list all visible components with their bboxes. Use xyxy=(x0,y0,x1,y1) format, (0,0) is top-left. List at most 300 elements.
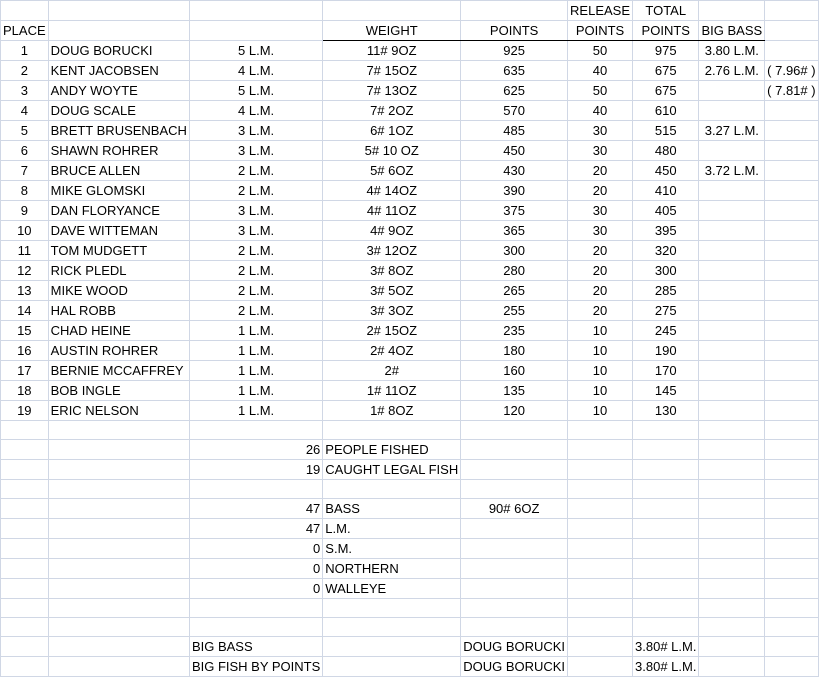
extra-weight-cell[interactable] xyxy=(765,341,818,361)
cell[interactable] xyxy=(1,460,49,480)
cell[interactable] xyxy=(48,480,189,499)
cell[interactable] xyxy=(568,618,633,637)
release-points-cell[interactable]: 20 xyxy=(568,301,633,321)
cell[interactable] xyxy=(461,440,568,460)
extra-weight-cell[interactable] xyxy=(765,241,818,261)
angler-name-cell[interactable]: MIKE GLOMSKI xyxy=(48,181,189,201)
weight-cell[interactable]: 6# 1OZ xyxy=(323,121,461,141)
angler-name-cell[interactable]: CHAD HEINE xyxy=(48,321,189,341)
points-cell[interactable]: 485 xyxy=(461,121,568,141)
points-cell[interactable]: 365 xyxy=(461,221,568,241)
fish-count-cell[interactable]: 1 L.M. xyxy=(189,381,322,401)
cell[interactable] xyxy=(48,539,189,559)
weight-cell[interactable]: 7# 2OZ xyxy=(323,101,461,121)
cell[interactable] xyxy=(568,599,633,618)
summary-count-cell[interactable]: 26 xyxy=(189,440,322,460)
total-points-cell[interactable]: 130 xyxy=(633,401,699,421)
weight-cell[interactable]: 2# xyxy=(323,361,461,381)
extra-weight-cell[interactable]: ( 7.96# ) xyxy=(765,61,818,81)
cell[interactable] xyxy=(1,499,49,519)
fish-count-cell[interactable]: 2 L.M. xyxy=(189,301,322,321)
weight-cell[interactable]: 2# 15OZ xyxy=(323,321,461,341)
place-cell[interactable]: 1 xyxy=(1,41,49,61)
points-cell[interactable]: 430 xyxy=(461,161,568,181)
header-release-points[interactable]: POINTS xyxy=(568,21,633,41)
angler-name-cell[interactable]: RICK PLEDL xyxy=(48,261,189,281)
angler-name-cell[interactable]: BRETT BRUSENBACH xyxy=(48,121,189,141)
fish-count-cell[interactable]: 3 L.M. xyxy=(189,141,322,161)
weight-cell[interactable]: 4# 14OZ xyxy=(323,181,461,201)
fish-count-cell[interactable]: 5 L.M. xyxy=(189,81,322,101)
extra-weight-cell[interactable] xyxy=(765,301,818,321)
place-cell[interactable]: 15 xyxy=(1,321,49,341)
weight-cell[interactable]: 1# 8OZ xyxy=(323,401,461,421)
angler-name-cell[interactable]: ANDY WOYTE xyxy=(48,81,189,101)
extra-weight-cell[interactable] xyxy=(765,261,818,281)
angler-name-cell[interactable]: DOUG BORUCKI xyxy=(48,41,189,61)
total-points-cell[interactable]: 480 xyxy=(633,141,699,161)
big-bass-cell[interactable] xyxy=(699,301,765,321)
weight-cell[interactable]: 5# 6OZ xyxy=(323,161,461,181)
award-value-cell[interactable]: 3.80# L.M. xyxy=(633,637,699,657)
cell[interactable] xyxy=(189,1,322,21)
cell[interactable] xyxy=(568,480,633,499)
cell[interactable] xyxy=(1,539,49,559)
cell[interactable] xyxy=(699,539,765,559)
release-points-cell[interactable]: 20 xyxy=(568,241,633,261)
big-bass-cell[interactable]: 3.27 L.M. xyxy=(699,121,765,141)
cell[interactable] xyxy=(699,1,765,21)
big-bass-cell[interactable] xyxy=(699,401,765,421)
header-release[interactable]: RELEASE xyxy=(568,1,633,21)
cell[interactable] xyxy=(699,480,765,499)
angler-name-cell[interactable]: DAVE WITTEMAN xyxy=(48,221,189,241)
total-points-cell[interactable]: 675 xyxy=(633,81,699,101)
place-cell[interactable]: 10 xyxy=(1,221,49,241)
cell[interactable] xyxy=(461,460,568,480)
cell[interactable] xyxy=(1,440,49,460)
big-bass-cell[interactable] xyxy=(699,181,765,201)
cell[interactable] xyxy=(699,657,765,677)
fish-count-cell[interactable]: 3 L.M. xyxy=(189,121,322,141)
release-points-cell[interactable]: 10 xyxy=(568,321,633,341)
cell[interactable] xyxy=(323,637,461,657)
summary-label-cell[interactable]: WALLEYE xyxy=(323,579,461,599)
angler-name-cell[interactable]: MIKE WOOD xyxy=(48,281,189,301)
cell[interactable] xyxy=(48,1,189,21)
cell[interactable] xyxy=(461,618,568,637)
cell[interactable] xyxy=(1,1,49,21)
place-cell[interactable]: 11 xyxy=(1,241,49,261)
big-bass-cell[interactable] xyxy=(699,241,765,261)
cell[interactable] xyxy=(461,559,568,579)
big-bass-cell[interactable] xyxy=(699,81,765,101)
big-bass-cell[interactable]: 3.72 L.M. xyxy=(699,161,765,181)
cell[interactable] xyxy=(633,579,699,599)
cell[interactable] xyxy=(765,539,818,559)
angler-name-cell[interactable]: SHAWN ROHRER xyxy=(48,141,189,161)
total-points-cell[interactable]: 410 xyxy=(633,181,699,201)
cell[interactable] xyxy=(568,579,633,599)
cell[interactable] xyxy=(699,440,765,460)
cell[interactable] xyxy=(189,480,322,499)
cell[interactable] xyxy=(461,519,568,539)
cell[interactable] xyxy=(1,618,49,637)
fish-count-cell[interactable]: 1 L.M. xyxy=(189,321,322,341)
place-cell[interactable]: 6 xyxy=(1,141,49,161)
fish-count-cell[interactable]: 3 L.M. xyxy=(189,201,322,221)
cell[interactable] xyxy=(48,559,189,579)
fish-count-cell[interactable]: 4 L.M. xyxy=(189,101,322,121)
release-points-cell[interactable]: 20 xyxy=(568,181,633,201)
total-points-cell[interactable]: 285 xyxy=(633,281,699,301)
cell[interactable] xyxy=(1,519,49,539)
cell[interactable] xyxy=(48,519,189,539)
cell[interactable] xyxy=(461,480,568,499)
points-cell[interactable]: 300 xyxy=(461,241,568,261)
total-points-cell[interactable]: 450 xyxy=(633,161,699,181)
release-points-cell[interactable]: 30 xyxy=(568,141,633,161)
big-bass-cell[interactable] xyxy=(699,341,765,361)
summary-count-cell[interactable]: 0 xyxy=(189,579,322,599)
cell[interactable] xyxy=(765,579,818,599)
total-points-cell[interactable]: 515 xyxy=(633,121,699,141)
cell[interactable] xyxy=(189,599,322,618)
cell[interactable] xyxy=(765,657,818,677)
fish-count-cell[interactable]: 5 L.M. xyxy=(189,41,322,61)
cell[interactable] xyxy=(323,599,461,618)
points-cell[interactable]: 390 xyxy=(461,181,568,201)
cell[interactable] xyxy=(568,559,633,579)
place-cell[interactable]: 3 xyxy=(1,81,49,101)
total-points-cell[interactable]: 975 xyxy=(633,41,699,61)
cell[interactable] xyxy=(48,460,189,480)
release-points-cell[interactable]: 10 xyxy=(568,361,633,381)
header-total[interactable]: TOTAL xyxy=(633,1,699,21)
cell[interactable] xyxy=(1,480,49,499)
extra-weight-cell[interactable] xyxy=(765,381,818,401)
cell[interactable] xyxy=(568,519,633,539)
cell[interactable] xyxy=(699,637,765,657)
cell[interactable] xyxy=(323,618,461,637)
cell[interactable] xyxy=(189,618,322,637)
extra-weight-cell[interactable] xyxy=(765,141,818,161)
release-points-cell[interactable]: 20 xyxy=(568,261,633,281)
cell[interactable] xyxy=(1,559,49,579)
cell[interactable] xyxy=(765,618,818,637)
cell[interactable] xyxy=(568,657,633,677)
angler-name-cell[interactable]: DAN FLORYANCE xyxy=(48,201,189,221)
header-total-points[interactable]: POINTS xyxy=(633,21,699,41)
total-points-cell[interactable]: 170 xyxy=(633,361,699,381)
extra-weight-cell[interactable] xyxy=(765,221,818,241)
angler-name-cell[interactable]: ERIC NELSON xyxy=(48,401,189,421)
cell[interactable] xyxy=(323,1,461,21)
weight-cell[interactable]: 11# 9OZ xyxy=(323,41,461,61)
summary-count-cell[interactable]: 0 xyxy=(189,559,322,579)
weight-cell[interactable]: 3# 12OZ xyxy=(323,241,461,261)
total-points-cell[interactable]: 275 xyxy=(633,301,699,321)
extra-weight-cell[interactable] xyxy=(765,321,818,341)
extra-weight-cell[interactable] xyxy=(765,361,818,381)
release-points-cell[interactable]: 10 xyxy=(568,381,633,401)
weight-cell[interactable]: 3# 3OZ xyxy=(323,301,461,321)
angler-name-cell[interactable]: BRUCE ALLEN xyxy=(48,161,189,181)
cell[interactable] xyxy=(699,460,765,480)
cell[interactable] xyxy=(699,499,765,519)
header-points[interactable]: POINTS xyxy=(461,21,568,41)
angler-name-cell[interactable]: BOB INGLE xyxy=(48,381,189,401)
fish-count-cell[interactable]: 2 L.M. xyxy=(189,181,322,201)
cell[interactable] xyxy=(568,460,633,480)
release-points-cell[interactable]: 30 xyxy=(568,221,633,241)
award-value-cell[interactable]: 3.80# L.M. xyxy=(633,657,699,677)
cell[interactable] xyxy=(699,421,765,440)
release-points-cell[interactable]: 40 xyxy=(568,101,633,121)
cell[interactable] xyxy=(461,539,568,559)
place-cell[interactable]: 16 xyxy=(1,341,49,361)
cell[interactable] xyxy=(633,499,699,519)
fish-count-cell[interactable]: 1 L.M. xyxy=(189,361,322,381)
release-points-cell[interactable]: 50 xyxy=(568,41,633,61)
weight-cell[interactable]: 3# 5OZ xyxy=(323,281,461,301)
weight-cell[interactable]: 3# 8OZ xyxy=(323,261,461,281)
total-points-cell[interactable]: 395 xyxy=(633,221,699,241)
cell[interactable] xyxy=(765,637,818,657)
fish-count-cell[interactable]: 1 L.M. xyxy=(189,401,322,421)
weight-cell[interactable]: 1# 11OZ xyxy=(323,381,461,401)
header-big-bass[interactable]: BIG BASS xyxy=(699,21,765,41)
award-label-cell[interactable]: BIG FISH BY POINTS xyxy=(189,657,322,677)
weight-cell[interactable]: 7# 13OZ xyxy=(323,81,461,101)
cell[interactable] xyxy=(461,1,568,21)
weight-cell[interactable]: 4# 9OZ xyxy=(323,221,461,241)
cell[interactable] xyxy=(1,421,49,440)
points-cell[interactable]: 450 xyxy=(461,141,568,161)
cell[interactable] xyxy=(633,599,699,618)
cell[interactable] xyxy=(568,421,633,440)
angler-name-cell[interactable]: KENT JACOBSEN xyxy=(48,61,189,81)
summary-label-cell[interactable]: BASS xyxy=(323,499,461,519)
cell[interactable] xyxy=(699,599,765,618)
big-bass-cell[interactable] xyxy=(699,141,765,161)
release-points-cell[interactable]: 10 xyxy=(568,401,633,421)
angler-name-cell[interactable]: TOM MUDGETT xyxy=(48,241,189,261)
points-cell[interactable]: 160 xyxy=(461,361,568,381)
cell[interactable] xyxy=(48,440,189,460)
extra-weight-cell[interactable]: ( 7.81# ) xyxy=(765,81,818,101)
summary-label-cell[interactable]: NORTHERN xyxy=(323,559,461,579)
place-cell[interactable]: 5 xyxy=(1,121,49,141)
angler-name-cell[interactable]: HAL ROBB xyxy=(48,301,189,321)
place-cell[interactable]: 12 xyxy=(1,261,49,281)
cell[interactable] xyxy=(323,421,461,440)
cell[interactable] xyxy=(568,539,633,559)
big-bass-cell[interactable] xyxy=(699,261,765,281)
extra-weight-cell[interactable] xyxy=(765,161,818,181)
big-bass-cell[interactable] xyxy=(699,101,765,121)
cell[interactable] xyxy=(48,21,189,41)
total-points-cell[interactable]: 610 xyxy=(633,101,699,121)
total-points-cell[interactable]: 675 xyxy=(633,61,699,81)
cell[interactable] xyxy=(323,480,461,499)
award-winner-cell[interactable]: DOUG BORUCKI xyxy=(461,637,568,657)
release-points-cell[interactable]: 40 xyxy=(568,61,633,81)
place-cell[interactable]: 17 xyxy=(1,361,49,381)
total-points-cell[interactable]: 300 xyxy=(633,261,699,281)
place-cell[interactable]: 7 xyxy=(1,161,49,181)
cell[interactable] xyxy=(699,618,765,637)
cell[interactable] xyxy=(48,579,189,599)
big-bass-cell[interactable] xyxy=(699,321,765,341)
cell[interactable] xyxy=(765,1,818,21)
cell[interactable] xyxy=(568,440,633,460)
header-weight[interactable]: WEIGHT xyxy=(323,21,461,41)
cell[interactable] xyxy=(765,559,818,579)
angler-name-cell[interactable]: AUSTIN ROHRER xyxy=(48,341,189,361)
release-points-cell[interactable]: 10 xyxy=(568,341,633,361)
cell[interactable] xyxy=(461,599,568,618)
cell[interactable] xyxy=(1,657,49,677)
cell[interactable] xyxy=(765,440,818,460)
total-points-cell[interactable]: 320 xyxy=(633,241,699,261)
fish-count-cell[interactable]: 4 L.M. xyxy=(189,61,322,81)
cell[interactable] xyxy=(633,421,699,440)
extra-weight-cell[interactable] xyxy=(765,181,818,201)
points-cell[interactable]: 265 xyxy=(461,281,568,301)
fish-count-cell[interactable]: 2 L.M. xyxy=(189,261,322,281)
place-cell[interactable]: 8 xyxy=(1,181,49,201)
big-bass-cell[interactable]: 2.76 L.M. xyxy=(699,61,765,81)
cell[interactable] xyxy=(48,599,189,618)
place-cell[interactable]: 9 xyxy=(1,201,49,221)
cell[interactable] xyxy=(633,618,699,637)
cell[interactable] xyxy=(568,637,633,657)
weight-cell[interactable]: 7# 15OZ xyxy=(323,61,461,81)
weight-cell[interactable]: 2# 4OZ xyxy=(323,341,461,361)
cell[interactable] xyxy=(48,657,189,677)
cell[interactable] xyxy=(1,599,49,618)
summary-label-cell[interactable]: CAUGHT LEGAL FISH xyxy=(323,460,461,480)
cell[interactable] xyxy=(699,559,765,579)
cell[interactable] xyxy=(633,559,699,579)
cell[interactable] xyxy=(765,599,818,618)
fish-count-cell[interactable]: 3 L.M. xyxy=(189,221,322,241)
award-label-cell[interactable]: BIG BASS xyxy=(189,637,322,657)
summary-count-cell[interactable]: 19 xyxy=(189,460,322,480)
cell[interactable] xyxy=(189,21,322,41)
extra-weight-cell[interactable] xyxy=(765,201,818,221)
cell[interactable] xyxy=(461,421,568,440)
big-bass-cell[interactable]: 3.80 L.M. xyxy=(699,41,765,61)
weight-cell[interactable]: 4# 11OZ xyxy=(323,201,461,221)
cell[interactable] xyxy=(765,519,818,539)
fish-count-cell[interactable]: 2 L.M. xyxy=(189,241,322,261)
summary-weight-cell[interactable]: 90# 6OZ xyxy=(461,499,568,519)
summary-label-cell[interactable]: S.M. xyxy=(323,539,461,559)
total-points-cell[interactable]: 190 xyxy=(633,341,699,361)
cell[interactable] xyxy=(1,579,49,599)
big-bass-cell[interactable] xyxy=(699,281,765,301)
cell[interactable] xyxy=(1,637,49,657)
extra-weight-cell[interactable] xyxy=(765,121,818,141)
points-cell[interactable]: 235 xyxy=(461,321,568,341)
cell[interactable] xyxy=(699,519,765,539)
cell[interactable] xyxy=(765,421,818,440)
cell[interactable] xyxy=(765,480,818,499)
points-cell[interactable]: 255 xyxy=(461,301,568,321)
fish-count-cell[interactable]: 2 L.M. xyxy=(189,161,322,181)
total-points-cell[interactable]: 405 xyxy=(633,201,699,221)
points-cell[interactable]: 375 xyxy=(461,201,568,221)
place-cell[interactable]: 13 xyxy=(1,281,49,301)
weight-cell[interactable]: 5# 10 OZ xyxy=(323,141,461,161)
place-cell[interactable]: 14 xyxy=(1,301,49,321)
points-cell[interactable]: 570 xyxy=(461,101,568,121)
extra-weight-cell[interactable] xyxy=(765,281,818,301)
points-cell[interactable]: 280 xyxy=(461,261,568,281)
summary-count-cell[interactable]: 0 xyxy=(189,539,322,559)
cell[interactable] xyxy=(633,480,699,499)
release-points-cell[interactable]: 30 xyxy=(568,201,633,221)
angler-name-cell[interactable]: BERNIE MCCAFFREY xyxy=(48,361,189,381)
points-cell[interactable]: 925 xyxy=(461,41,568,61)
cell[interactable] xyxy=(699,579,765,599)
points-cell[interactable]: 180 xyxy=(461,341,568,361)
summary-count-cell[interactable]: 47 xyxy=(189,519,322,539)
big-bass-cell[interactable] xyxy=(699,201,765,221)
big-bass-cell[interactable] xyxy=(699,221,765,241)
cell[interactable] xyxy=(48,499,189,519)
big-bass-cell[interactable] xyxy=(699,381,765,401)
total-points-cell[interactable]: 245 xyxy=(633,321,699,341)
cell[interactable] xyxy=(765,460,818,480)
place-cell[interactable]: 19 xyxy=(1,401,49,421)
extra-weight-cell[interactable] xyxy=(765,401,818,421)
release-points-cell[interactable]: 20 xyxy=(568,161,633,181)
cell[interactable] xyxy=(633,440,699,460)
cell[interactable] xyxy=(48,637,189,657)
fish-count-cell[interactable]: 2 L.M. xyxy=(189,281,322,301)
cell[interactable] xyxy=(461,579,568,599)
cell[interactable] xyxy=(48,618,189,637)
points-cell[interactable]: 135 xyxy=(461,381,568,401)
points-cell[interactable]: 625 xyxy=(461,81,568,101)
cell[interactable] xyxy=(323,657,461,677)
cell[interactable] xyxy=(633,460,699,480)
place-cell[interactable]: 18 xyxy=(1,381,49,401)
cell[interactable] xyxy=(48,421,189,440)
points-cell[interactable]: 120 xyxy=(461,401,568,421)
cell[interactable] xyxy=(633,539,699,559)
summary-label-cell[interactable]: PEOPLE FISHED xyxy=(323,440,461,460)
release-points-cell[interactable]: 20 xyxy=(568,281,633,301)
angler-name-cell[interactable]: DOUG SCALE xyxy=(48,101,189,121)
big-bass-cell[interactable] xyxy=(699,361,765,381)
cell[interactable] xyxy=(568,499,633,519)
release-points-cell[interactable]: 30 xyxy=(568,121,633,141)
fish-count-cell[interactable]: 1 L.M. xyxy=(189,341,322,361)
total-points-cell[interactable]: 145 xyxy=(633,381,699,401)
place-cell[interactable]: 4 xyxy=(1,101,49,121)
extra-weight-cell[interactable] xyxy=(765,41,818,61)
cell[interactable] xyxy=(765,21,818,41)
header-place[interactable]: PLACE xyxy=(1,21,49,41)
summary-label-cell[interactable]: L.M. xyxy=(323,519,461,539)
cell[interactable] xyxy=(633,519,699,539)
points-cell[interactable]: 635 xyxy=(461,61,568,81)
cell[interactable] xyxy=(765,499,818,519)
